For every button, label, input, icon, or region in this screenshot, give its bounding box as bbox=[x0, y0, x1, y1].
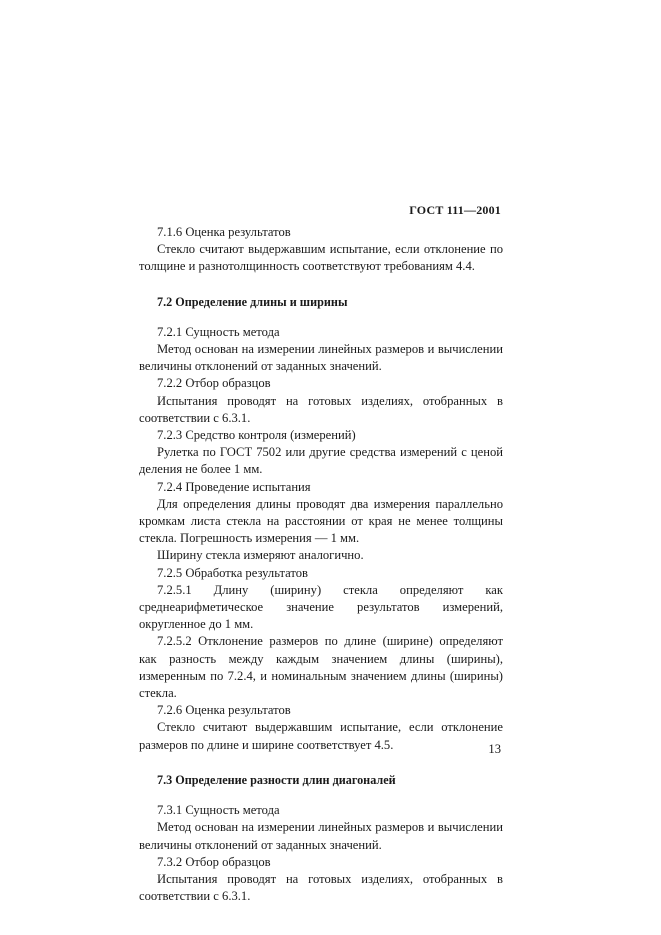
document-header: ГОСТ 111—2001 bbox=[409, 203, 501, 217]
paragraph: 7.2.2 Отбор образцов bbox=[157, 376, 271, 391]
paragraph: 7.2.4 Проведение испытания bbox=[157, 479, 311, 494]
paragraph: Ширину стекла измеряют аналогично. bbox=[157, 548, 364, 563]
paragraph: 7.2.6 Оценка результатов bbox=[157, 703, 291, 718]
paragraph: 7.2.5 Обработка результатов bbox=[157, 565, 308, 580]
section-heading: 7.2 Определение длины и ширины bbox=[157, 294, 348, 309]
document-body bbox=[139, 224, 503, 905]
paragraph: Стекло считают выдержавшим испытание, если отклонение размеров по длине и ширине соответствует 4.5. bbox=[139, 720, 503, 752]
paragraph: 7.2.5.1 Длину (ширину) стекла определяют как среднеарифметическое значение результатов измерений, округленное до 1 мм. bbox=[139, 582, 503, 632]
paragraph: 7.2.1 Сущность метода bbox=[157, 324, 280, 339]
paragraph: Испытания проводят на готовых изделиях, отобранных в соответствии с 6.3.1. bbox=[139, 393, 503, 425]
paragraph: 7.1.6 Оценка результатов bbox=[157, 225, 291, 239]
paragraph: Метод основан на измерении линейных размеров и вычислении величины отклонений от заданных значений. bbox=[139, 820, 503, 852]
paragraph: Метод основан на измерении линейных размеров и вычислении величины отклонений от заданных значений. bbox=[139, 342, 503, 374]
paragraph: Стекло считают выдержавшим испытание, если отклонение по толщине и разнотолщинность соответствуют требованиям 4.4. bbox=[139, 242, 503, 274]
paragraph: 7.3.1 Сущность метода bbox=[157, 803, 280, 818]
paragraph: 7.2.5.2 Отклонение размеров по длине (ширине) определяют как разность между каждым значением длины (ширины), измеренным по 7.2.4, и номинальным значением длины (ширины) стекла. bbox=[139, 634, 503, 701]
paragraph: Для определения длины проводят два измерения параллельно кромкам листа стекла на расстоянии от края не менее толщины стекла. Погрешность измерения — 1 мм. bbox=[139, 496, 503, 546]
paragraph: Рулетка по ГОСТ 7502 или другие средства измерений с ценой деления не более 1 мм. bbox=[139, 445, 503, 477]
page-number: 13 bbox=[488, 742, 501, 756]
paragraph: Испытания проводят на готовых изделиях, отобранных в соответствии с 6.3.1. bbox=[139, 871, 503, 904]
section-heading: 7.3 Определение разности длин диагоналей bbox=[157, 772, 396, 787]
paragraph: 7.2.3 Средство контроля (измерений) bbox=[157, 428, 356, 443]
paragraph: 7.3.2 Отбор образцов bbox=[157, 854, 271, 869]
